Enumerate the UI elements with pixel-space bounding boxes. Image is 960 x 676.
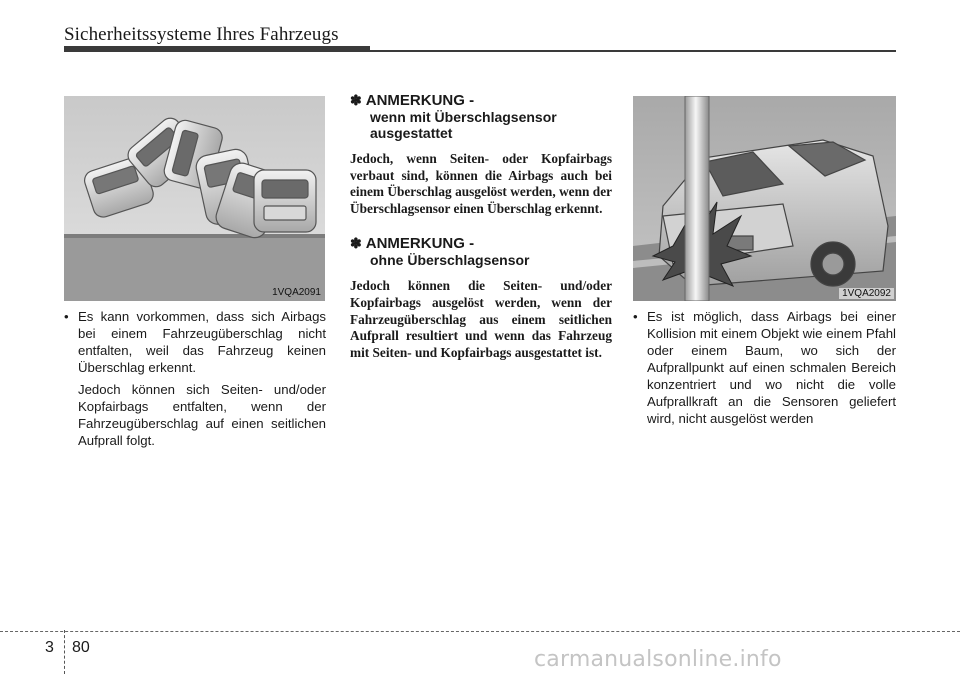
- middle-column: [350, 92, 612, 361]
- asterisk-icon: ✽: [350, 92, 362, 108]
- note-heading: [350, 92, 612, 109]
- section-number: 3: [45, 639, 54, 656]
- rollover-drawing: [64, 96, 325, 301]
- rollover-illustration: [64, 96, 325, 301]
- watermark-text: carmanualsonline.info: [534, 647, 782, 672]
- figure-caption-right: 1VQA2092: [839, 288, 894, 299]
- footer-vertical-dash: [64, 630, 65, 674]
- right-bullet-text: Es ist möglich, dass Airbags bei einer Kollision mit einem Objekt wie einem Pfahl oder einem Baum, wo sich der Aufprallpunkt auf einen schmalen Bereich konzentriert und wo nicht die volle Aufprallkraft an die Sensoren geliefert wird, nicht ausgelöst werden: [647, 309, 896, 426]
- right-bullet: [633, 308, 896, 427]
- note-body: Jedoch, wenn Seiten- oder Kopfairbags verbaut sind, können die Airbags auch bei einem Überschlag ausgelöst werden, wenn der Überschlagsensor einen Überschlag erkennt.: [350, 151, 612, 216]
- left-column: [64, 308, 326, 449]
- figure-caption-left: 1VQA2091: [272, 287, 321, 298]
- footer-dashed-rule: [0, 631, 960, 632]
- note-subheading: wenn mit Überschlagsensor ausgestattet: [370, 109, 557, 141]
- pole-collision-illustration: [633, 96, 896, 301]
- page-number: 80: [72, 639, 90, 656]
- bullet-glyph: •: [64, 309, 69, 324]
- note-heading-text: ANMERKUNG -: [365, 235, 475, 253]
- note-heading: [350, 235, 612, 252]
- header-rule-thin: [370, 50, 896, 52]
- bullet-glyph: •: [633, 309, 638, 324]
- pole-collision-drawing: [633, 96, 896, 301]
- right-column: [633, 308, 896, 427]
- left-bullet: [64, 308, 326, 376]
- asterisk-icon: ✽: [350, 235, 362, 252]
- left-bullet-text: Es kann vorkommen, dass sich Airbags bei einem Fahrzeugüberschlag nicht entfalten, weil das Fahrzeug keinen Überschlag erkennt.: [78, 309, 326, 375]
- note-subheading: ohne Überschlagsensor: [370, 252, 530, 269]
- note-with-rollover-sensor: [350, 92, 612, 217]
- left-paragraph: Jedoch können sich Seiten- und/oder Kopfairbags entfalten, wenn der Fahrzeugüberschlag auf einen seitlichen Aufprall folgt.: [78, 382, 326, 448]
- page-header-title: Sicherheitssysteme Ihres Fahrzeugs: [64, 24, 339, 45]
- note-without-rollover-sensor: [350, 235, 612, 361]
- note-heading-text: ANMERKUNG -: [365, 92, 475, 109]
- header-rule-thick: [64, 46, 370, 52]
- note-body: Jedoch können die Seiten- und/oder Kopfairbags ausgelöst werden, wenn der Fahrzeugüberschlag aus einem seitlichen Aufprall resultiert und wenn das Fahrzeug mit Seiten- und Kopfairbags ausgestattet ist.: [350, 278, 612, 360]
